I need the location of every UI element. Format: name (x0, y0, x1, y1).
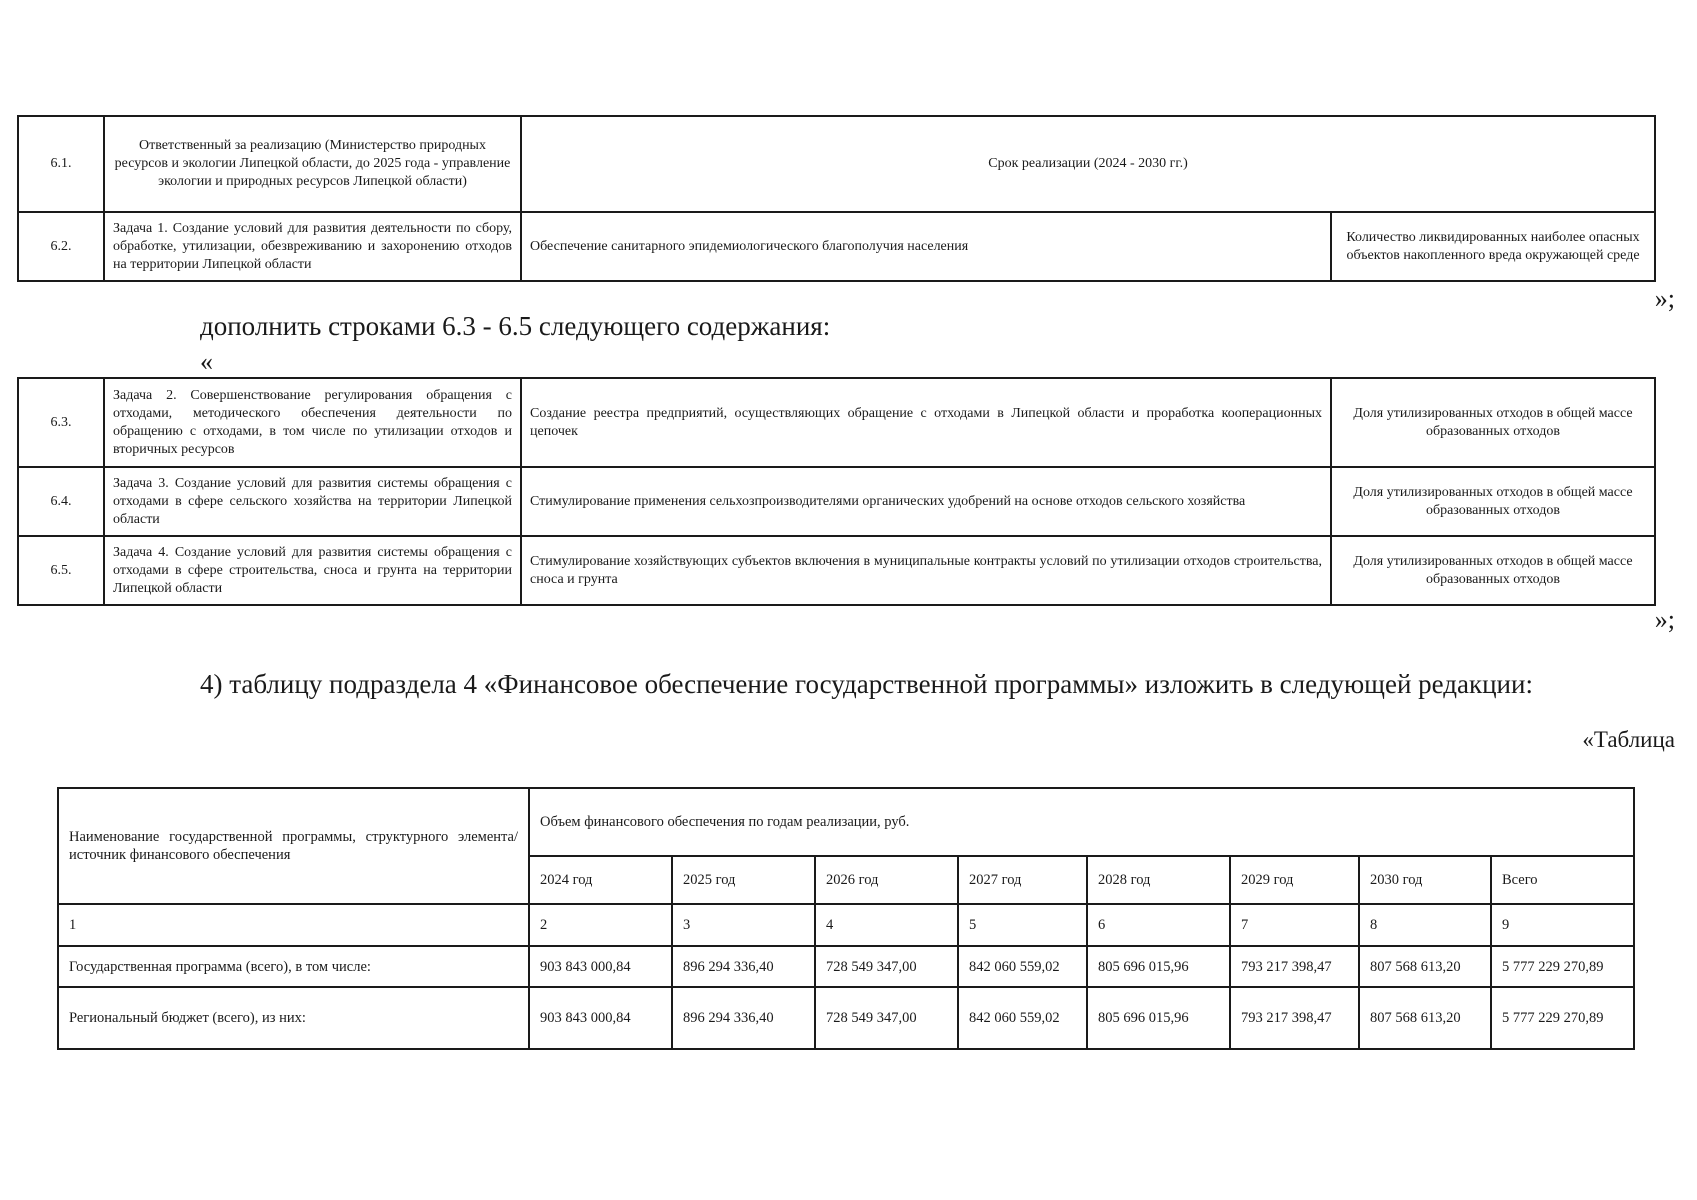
table-row (18, 378, 1655, 467)
table-row (18, 212, 1655, 281)
measures-table-added (17, 377, 1656, 606)
closing-quote: »; (1654, 284, 1675, 313)
row-number: 6.3. (18, 378, 104, 467)
row-number: 6.4. (18, 467, 104, 536)
table-row (18, 536, 1655, 605)
effect-cell: Стимулирование хозяйствующих субъектов включения в муниципальные контракты условий по утилизации отходов строительства, сноса и грунта (521, 536, 1331, 605)
instruction-paragraph: дополнить строками 6.3 - 6.5 следующего содержания: (200, 311, 831, 341)
table-row (18, 116, 1655, 212)
task-cell: Задача 4. Создание условий для развития системы обращения с отходами в сфере строительства, сноса и грунта на территории Липецкой области (104, 536, 521, 605)
column-index: 1 (58, 904, 529, 946)
year-header: 2030 год (1359, 856, 1491, 904)
amount-cell: 903 843 000,84 (529, 946, 672, 987)
column-index: 5 (958, 904, 1087, 946)
year-header: 2025 год (672, 856, 815, 904)
index-row (58, 904, 1634, 946)
total-header: Всего (1491, 856, 1634, 904)
volume-column-header: Объем финансового обеспечения по годам реализации, руб. (529, 788, 1634, 856)
responsible-cell: Ответственный за реализацию (Министерство природных ресурсов и экологии Липецкой области, до 2025 года - управление экологии и природных ресурсов Липецкой области) (104, 116, 521, 212)
column-index: 3 (672, 904, 815, 946)
column-index: 9 (1491, 904, 1634, 946)
indicator-cell: Доля утилизированных отходов в общей массе образованных отходов (1331, 378, 1655, 467)
table-row (58, 946, 1634, 987)
year-header: 2024 год (529, 856, 672, 904)
opening-quote: « (200, 347, 213, 376)
amount-cell: 896 294 336,40 (672, 987, 815, 1049)
amount-cell: 896 294 336,40 (672, 946, 815, 987)
amount-cell: 793 217 398,47 (1230, 987, 1359, 1049)
row-number: 6.5. (18, 536, 104, 605)
finance-table (57, 787, 1635, 1050)
amount-cell: 728 549 347,00 (815, 987, 958, 1049)
row-label: Региональный бюджет (всего), из них: (58, 987, 529, 1049)
amount-cell: 805 696 015,96 (1087, 946, 1230, 987)
total-cell: 5 777 229 270,89 (1491, 987, 1634, 1049)
effect-cell: Обеспечение санитарного эпидемиологического благополучия населения (521, 212, 1331, 281)
task-cell: Задача 2. Совершенствование регулирования обращения с отходами, методического обеспечения деятельности по обращению с отходами, в том числе по утилизации отходов и вторичных ресурсов (104, 378, 521, 467)
amount-cell: 842 060 559,02 (958, 946, 1087, 987)
task-cell: Задача 1. Создание условий для развития деятельности по сбору, обработке, утилизации, обезвреживанию и захоронению отходов на территории Липецкой области (104, 212, 521, 281)
amount-cell: 805 696 015,96 (1087, 987, 1230, 1049)
row-number: 6.1. (18, 116, 104, 212)
column-index: 7 (1230, 904, 1359, 946)
name-column-header: Наименование государственной программы, структурного элемента/источник финансового обеспечения (58, 788, 529, 904)
column-index: 4 (815, 904, 958, 946)
effect-cell: Стимулирование применения сельхозпроизводителями органических удобрений на основе отходов сельского хозяйства (521, 467, 1331, 536)
amount-cell: 807 568 613,20 (1359, 946, 1491, 987)
amount-cell: 842 060 559,02 (958, 987, 1087, 1049)
column-index: 2 (529, 904, 672, 946)
row-number: 6.2. (18, 212, 104, 281)
year-header: 2029 год (1230, 856, 1359, 904)
term-cell: Срок реализации (2024 - 2030 гг.) (521, 116, 1655, 212)
task-cell: Задача 3. Создание условий для развития системы обращения с отходами в сфере сельского хозяйства на территории Липецкой области (104, 467, 521, 536)
table-row (18, 467, 1655, 536)
year-header: 2027 год (958, 856, 1087, 904)
column-index: 8 (1359, 904, 1491, 946)
column-index: 6 (1087, 904, 1230, 946)
amount-cell: 793 217 398,47 (1230, 946, 1359, 987)
year-header: 2028 год (1087, 856, 1230, 904)
closing-quote: »; (1654, 605, 1675, 634)
row-label: Государственная программа (всего), в том числе: (58, 946, 529, 987)
amount-cell: 903 843 000,84 (529, 987, 672, 1049)
indicator-cell: Доля утилизированных отходов в общей массе образованных отходов (1331, 467, 1655, 536)
total-cell: 5 777 229 270,89 (1491, 946, 1634, 987)
table-row (58, 987, 1634, 1049)
indicator-cell: Доля утилизированных отходов в общей массе образованных отходов (1331, 536, 1655, 605)
indicator-cell: Количество ликвидированных наиболее опасных объектов накопленного вреда окружающей среде (1331, 212, 1655, 281)
table-caption: «Таблица (1582, 727, 1675, 752)
year-header: 2026 год (815, 856, 958, 904)
instruction-paragraph-4: 4) таблицу подраздела 4 «Финансовое обеспечение государственной программы» изложить в следующей редакции: (200, 669, 1533, 699)
amount-cell: 728 549 347,00 (815, 946, 958, 987)
amount-cell: 807 568 613,20 (1359, 987, 1491, 1049)
header-row (58, 788, 1634, 856)
measures-table-top (17, 115, 1656, 282)
effect-cell: Создание реестра предприятий, осуществляющих обращение с отходами в Липецкой области и проработка кооперационных цепочек (521, 378, 1331, 467)
